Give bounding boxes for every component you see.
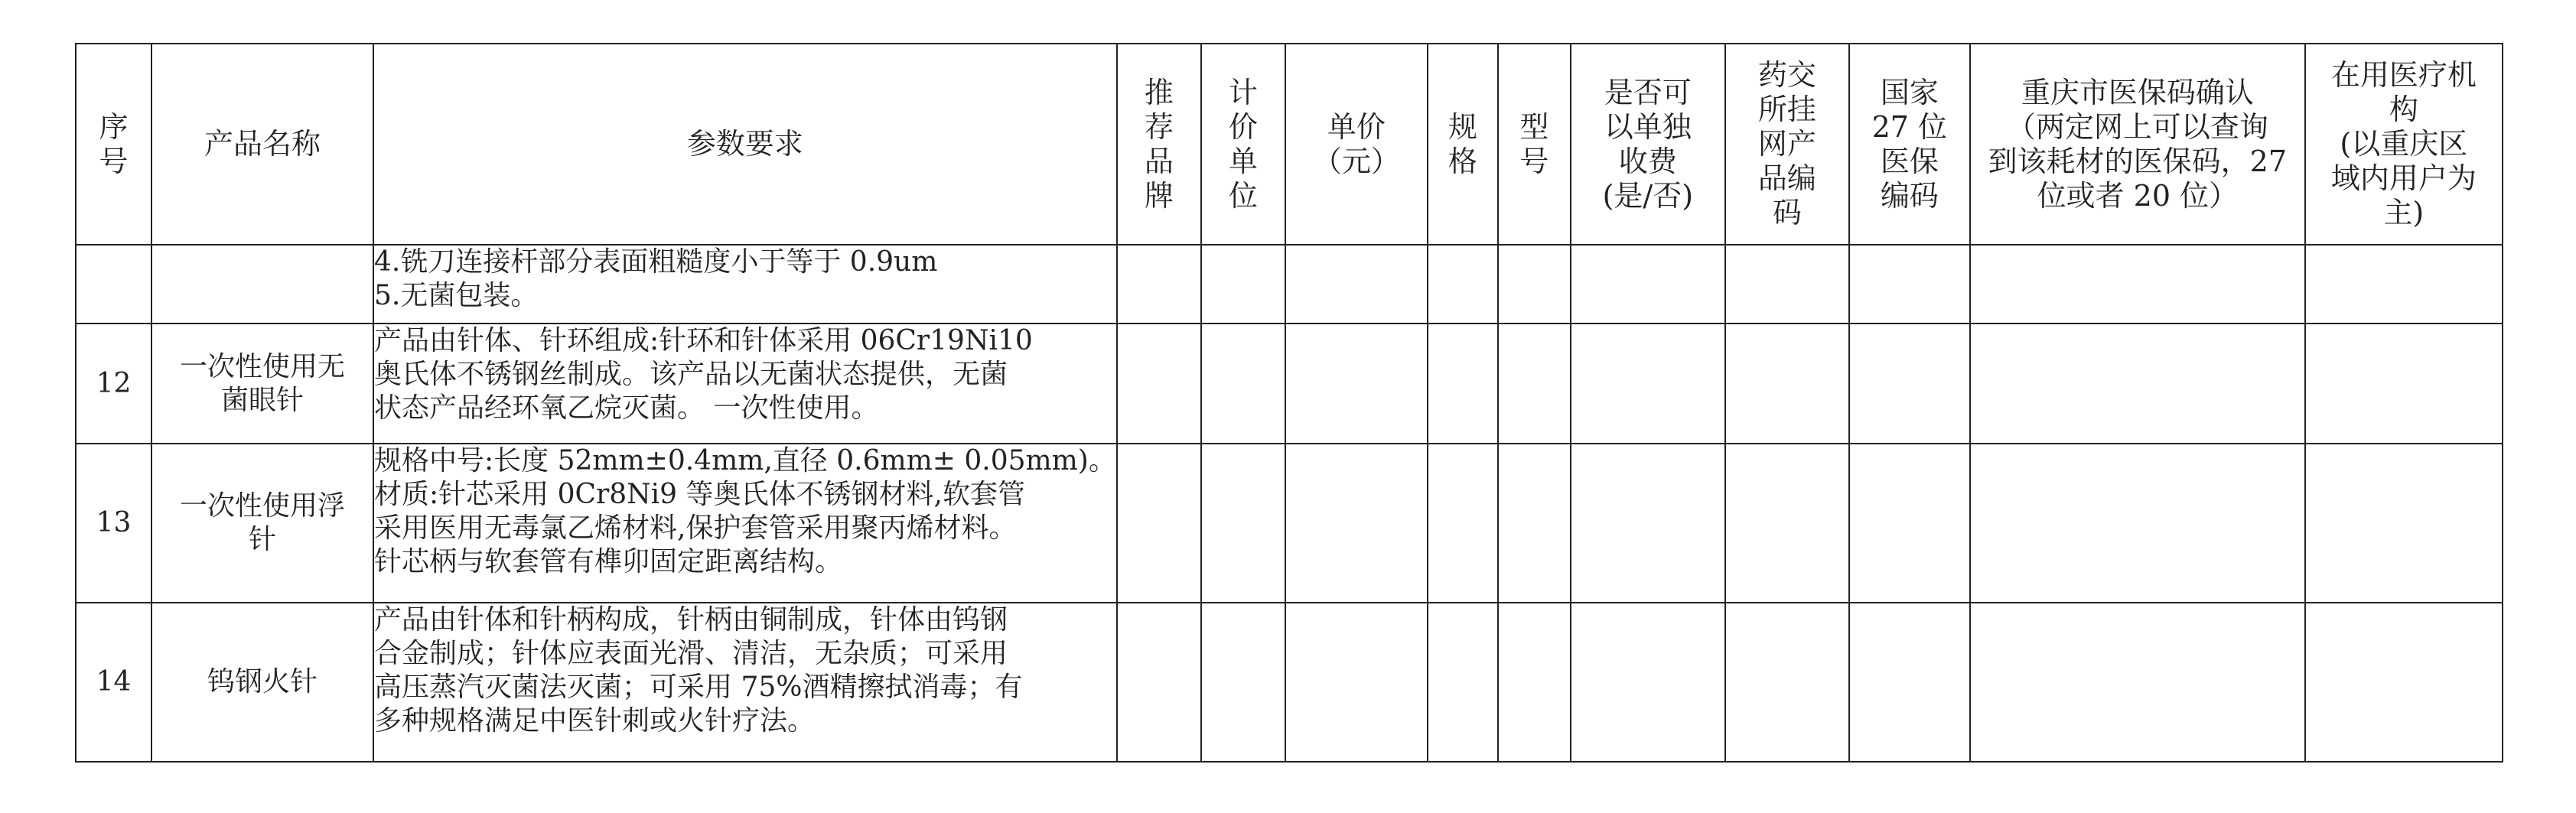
cell-product-name [151, 603, 373, 762]
cell-product-name [151, 324, 373, 444]
header-line: 计 [1228, 75, 1258, 109]
cell-line: 产品由针体和针柄构成，针柄由铜制成，针体由钨钢 [374, 604, 1008, 636]
cell-line: 多种规格满足中医针刺或火针疗法。 [374, 705, 816, 737]
header-line: (以重庆区 [2340, 127, 2468, 161]
cell-empty [1428, 603, 1498, 762]
header-chongqing-insurance-code [1970, 44, 2305, 245]
header-line: 参数要求 [686, 127, 803, 161]
header-parameters [373, 44, 1117, 245]
header-line: 产品名称 [204, 127, 321, 161]
cell-empty [1428, 444, 1498, 603]
header-row [76, 44, 2503, 245]
cell-line: 一次性使用无 [179, 350, 345, 382]
cell-empty [1571, 245, 1725, 324]
header-unit-price [1285, 44, 1428, 245]
cell-empty [2305, 324, 2503, 444]
cell-index [76, 245, 151, 324]
header-line: 国家 [1880, 75, 1939, 109]
cell-empty [1849, 603, 1970, 762]
table-row [76, 444, 2503, 603]
cell-line: 材质:针芯采用 0Cr8Ni9 等奥氏体不锈钢材料,软套管 [374, 479, 1025, 510]
cell-line: 菌眼针 [220, 384, 304, 416]
header-line: 格 [1448, 144, 1477, 178]
header-separate-charge [1571, 44, 1725, 245]
cell-empty [1201, 245, 1285, 324]
cell-index: 13 [76, 444, 151, 603]
header-exchange-code [1725, 44, 1849, 245]
cell-empty [1117, 245, 1201, 324]
header-line: 品 [1144, 144, 1174, 178]
header-line: 单价 [1327, 109, 1386, 144]
header-line: 以单独 [1604, 109, 1692, 144]
table-row [76, 245, 2503, 324]
cell-empty [1428, 324, 1498, 444]
header-line: 医保 [1880, 144, 1939, 178]
header-line: 号 [1519, 144, 1549, 178]
header-line: 主) [2383, 196, 2425, 229]
cell-empty [1117, 324, 1201, 444]
cell-line: 一次性使用浮 [179, 490, 345, 522]
cell-empty [1201, 603, 1285, 762]
header-line: 位或者 20 位） [2037, 178, 2239, 213]
cell-empty [1498, 324, 1571, 444]
cell-empty [1285, 245, 1428, 324]
cell-line: 高压蒸汽灭菌法灭菌；可采用 75%酒精擦拭消毒；有 [374, 672, 1023, 703]
cell-empty [2305, 444, 2503, 603]
cell-empty [1117, 444, 1201, 603]
header-line: 27 位 [1871, 109, 1948, 144]
cell-parameters [373, 444, 1117, 603]
header-line: 价 [1228, 109, 1258, 144]
cell-empty [1849, 245, 1970, 324]
cell-empty [1428, 245, 1498, 324]
cell-line: 针 [248, 524, 276, 555]
header-line: 牌 [1144, 178, 1174, 213]
cell-empty [1970, 324, 2305, 444]
header-line: 推 [1144, 75, 1174, 109]
header-line: 荐 [1144, 109, 1174, 144]
header-line: 到该耗材的医保码，27 [1988, 144, 2288, 178]
cell-parameters [373, 603, 1117, 762]
header-line: 收费 [1618, 144, 1677, 178]
header-line: 规 [1448, 109, 1477, 144]
cell-index: 14 [76, 603, 151, 762]
header-index [76, 44, 151, 245]
cell-line: 产品由针体、针环组成:针环和针体采用 06Cr19Ni10 [374, 325, 1033, 356]
cell-empty [1498, 603, 1571, 762]
cell-line: 合金制成；针体应表面光滑、清洁，无杂质；可采用 [374, 638, 1008, 669]
header-line: 所挂 [1757, 93, 1816, 126]
cell-empty [1571, 324, 1725, 444]
header-product-name [151, 44, 373, 245]
header-line: 是否可 [1604, 75, 1692, 109]
cell-empty [1285, 444, 1428, 603]
header-line: 编码 [1880, 178, 1939, 213]
cell-line: 规格中号:长度 52mm±0.4mm,直径 0.6mm± 0.05mm)。 [374, 445, 1116, 476]
header-line: 序 [99, 109, 129, 144]
cell-empty [1498, 245, 1571, 324]
cell-empty [1201, 324, 1285, 444]
cell-line: 4.铣刀连接杆部分表面粗糙度小于等于 0.9um [374, 246, 938, 278]
header-line: 品编 [1757, 161, 1816, 195]
product-requirements-table [75, 43, 2503, 763]
header-line: 药交 [1757, 58, 1816, 92]
header-specification [1428, 44, 1498, 245]
cell-empty [1970, 245, 2305, 324]
table-row [76, 324, 2503, 444]
cell-empty [1571, 444, 1725, 603]
header-line: （两定网上可以查询 [2006, 109, 2268, 144]
cell-empty [2305, 603, 2503, 762]
header-model [1498, 44, 1571, 245]
cell-empty [1725, 324, 1849, 444]
cell-empty [1725, 603, 1849, 762]
cell-empty [1201, 444, 1285, 603]
cell-product-name [151, 245, 373, 324]
header-line: 单 [1228, 144, 1258, 178]
cell-line: 针芯柄与软套管有榫卯固定距离结构。 [374, 546, 843, 577]
cell-parameters [373, 324, 1117, 444]
header-line: 位 [1228, 178, 1258, 213]
cell-line: 奥氏体不锈钢丝制成。该产品以无菌状态提供，无菌 [374, 359, 1008, 390]
header-line: （元） [1312, 144, 1400, 178]
header-line: 重庆市医保码确认 [2021, 75, 2254, 109]
header-line: 构 [2389, 93, 2418, 126]
header-line: 型 [1519, 109, 1549, 144]
table-row [76, 603, 2503, 762]
header-recommended-brand [1117, 44, 1201, 245]
cell-empty [1725, 444, 1849, 603]
header-line: 网产 [1757, 127, 1816, 161]
cell-line: 采用医用无毒氯乙烯材料,保护套管采用聚丙烯材料。 [374, 512, 1017, 544]
cell-empty [1725, 245, 1849, 324]
cell-empty [1970, 603, 2305, 762]
header-line: 在用医疗机 [2330, 58, 2477, 92]
header-line: 码 [1772, 196, 1802, 229]
cell-empty [1571, 603, 1725, 762]
cell-empty [1849, 444, 1970, 603]
cell-empty [1970, 444, 2305, 603]
cell-product-name [151, 444, 373, 603]
cell-empty [2305, 245, 2503, 324]
cell-line: 钨钢火针 [207, 666, 318, 698]
cell-empty [1285, 324, 1428, 444]
cell-line: 状态产品经环氧乙烷灭菌。 一次性使用。 [374, 392, 879, 424]
header-in-use-institutions [2305, 44, 2503, 245]
header-national-insurance-code [1849, 44, 1970, 245]
header-line: (是/否) [1602, 178, 1694, 213]
header-pricing-unit [1201, 44, 1285, 245]
header-line: 域内用户为 [2330, 161, 2477, 195]
cell-empty [1498, 444, 1571, 603]
cell-index: 12 [76, 324, 151, 444]
cell-empty [1117, 603, 1201, 762]
cell-line: 5.无菌包装。 [374, 280, 539, 311]
cell-empty [1849, 324, 1970, 444]
cell-empty [1285, 603, 1428, 762]
header-line: 号 [99, 144, 129, 178]
cell-parameters [373, 245, 1117, 324]
